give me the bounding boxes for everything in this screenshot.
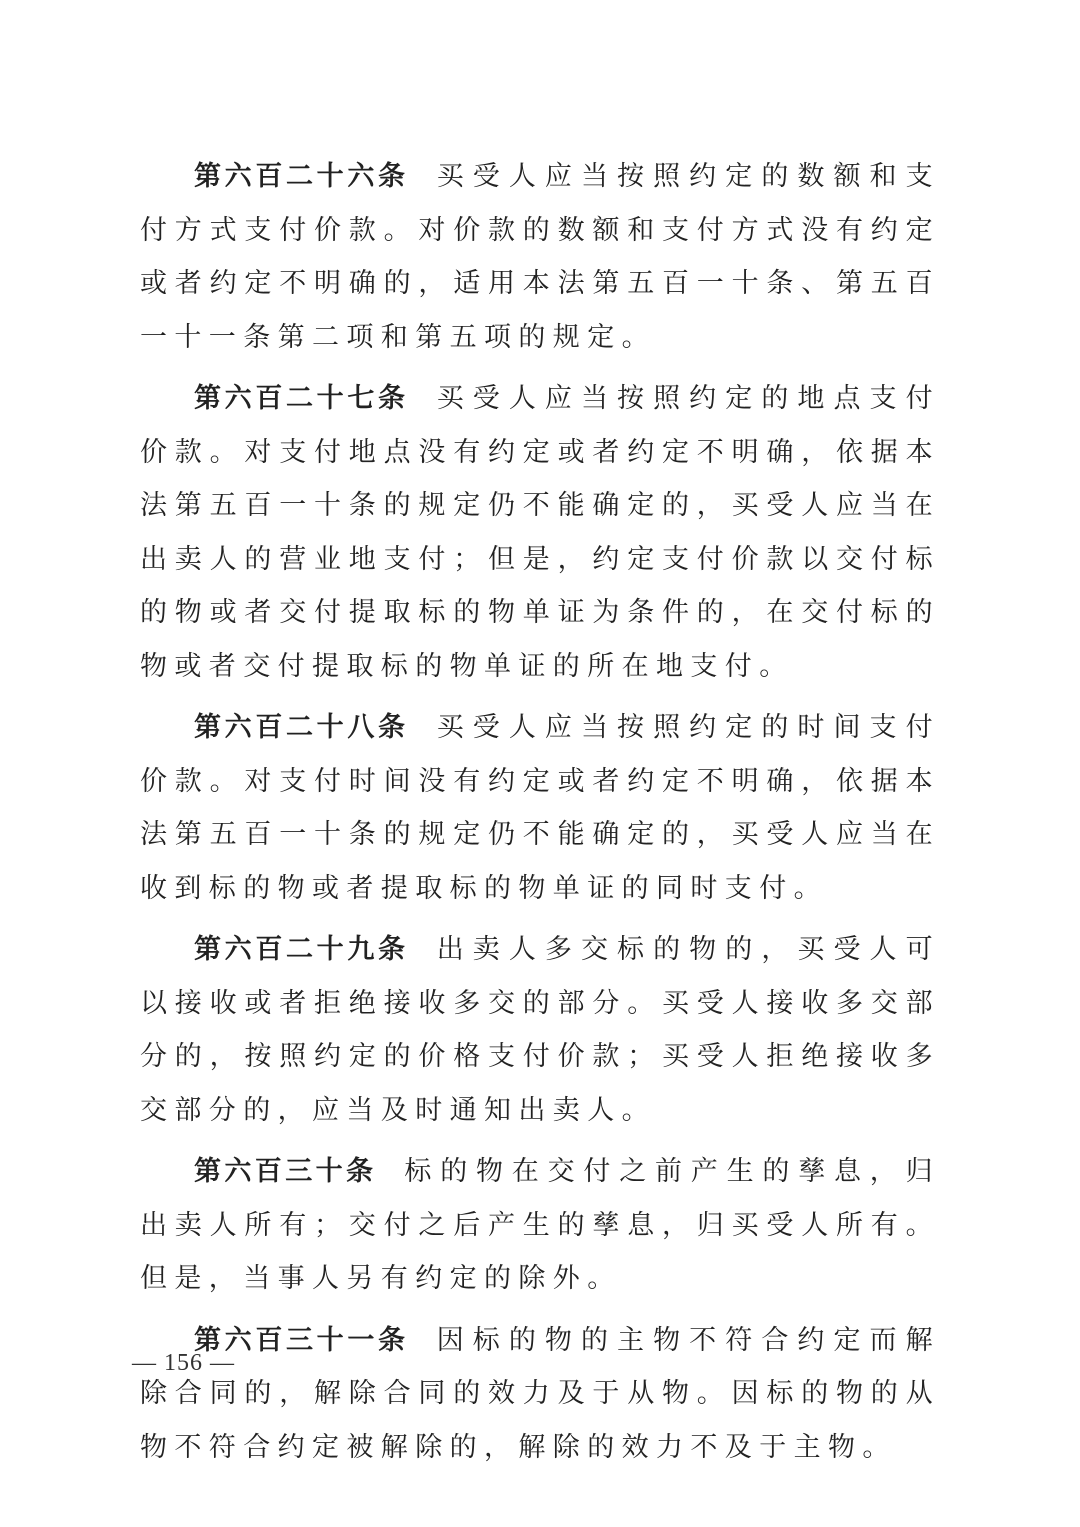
article-630	[140, 1145, 940, 1306]
article-body: 买受人应当按照约定的数额和支付方式支付价款。对价款的数额和支付方式没有约定或者约定不明确的，适用本法第五百一十条、第五百一十一条第二项和第五项的规定。	[140, 161, 940, 353]
article-title: 第六百二十七条	[194, 383, 409, 414]
article-628	[140, 701, 940, 915]
article-title: 第六百三十条	[194, 1156, 377, 1187]
article-title: 第六百二十六条	[194, 161, 409, 192]
article-title: 第六百三十一条	[194, 1324, 409, 1356]
article-body: 因标的物的主物不符合约定而解除合同的，解除合同的效力及于从物。因标的物的从物不符合约定被解除的，解除的效力不及于主物。	[140, 1324, 940, 1463]
page-number: — 156 —	[132, 1350, 235, 1376]
article-body: 买受人应当按照约定的地点支付价款。对支付地点没有约定或者约定不明确，依据本法第五百一十条的规定仍不能确定的，买受人应当在出卖人的营业地支付；但是，约定支付价款以交付标的物或者交付提取标的物单证为条件的，在交付标的物或者交付提取标的物单证的所在地支付。	[140, 383, 940, 682]
article-title: 第六百二十八条	[194, 712, 409, 743]
article-626	[140, 150, 940, 364]
document-page	[140, 150, 940, 1482]
article-title: 第六百二十九条	[194, 934, 409, 965]
article-body: 标的物在交付之前产生的孳息，归出卖人所有；交付之后产生的孳息，归买受人所有。但是，当事人另有约定的除外。	[140, 1156, 941, 1294]
article-body: 买受人应当按照约定的时间支付价款。对支付时间没有约定或者约定不明确，依据本法第五百一十条的规定仍不能确定的，买受人应当在收到标的物或者提取标的物单证的同时支付。	[140, 712, 940, 904]
article-627	[140, 372, 940, 693]
article-631	[140, 1314, 940, 1475]
article-629	[140, 923, 940, 1137]
article-body: 出卖人多交标的物的，买受人可以接收或者拒绝接收多交的部分。买受人接收多交部分的，按照约定的价格支付价款；买受人拒绝接收多交部分的，应当及时通知出卖人。	[140, 934, 940, 1126]
